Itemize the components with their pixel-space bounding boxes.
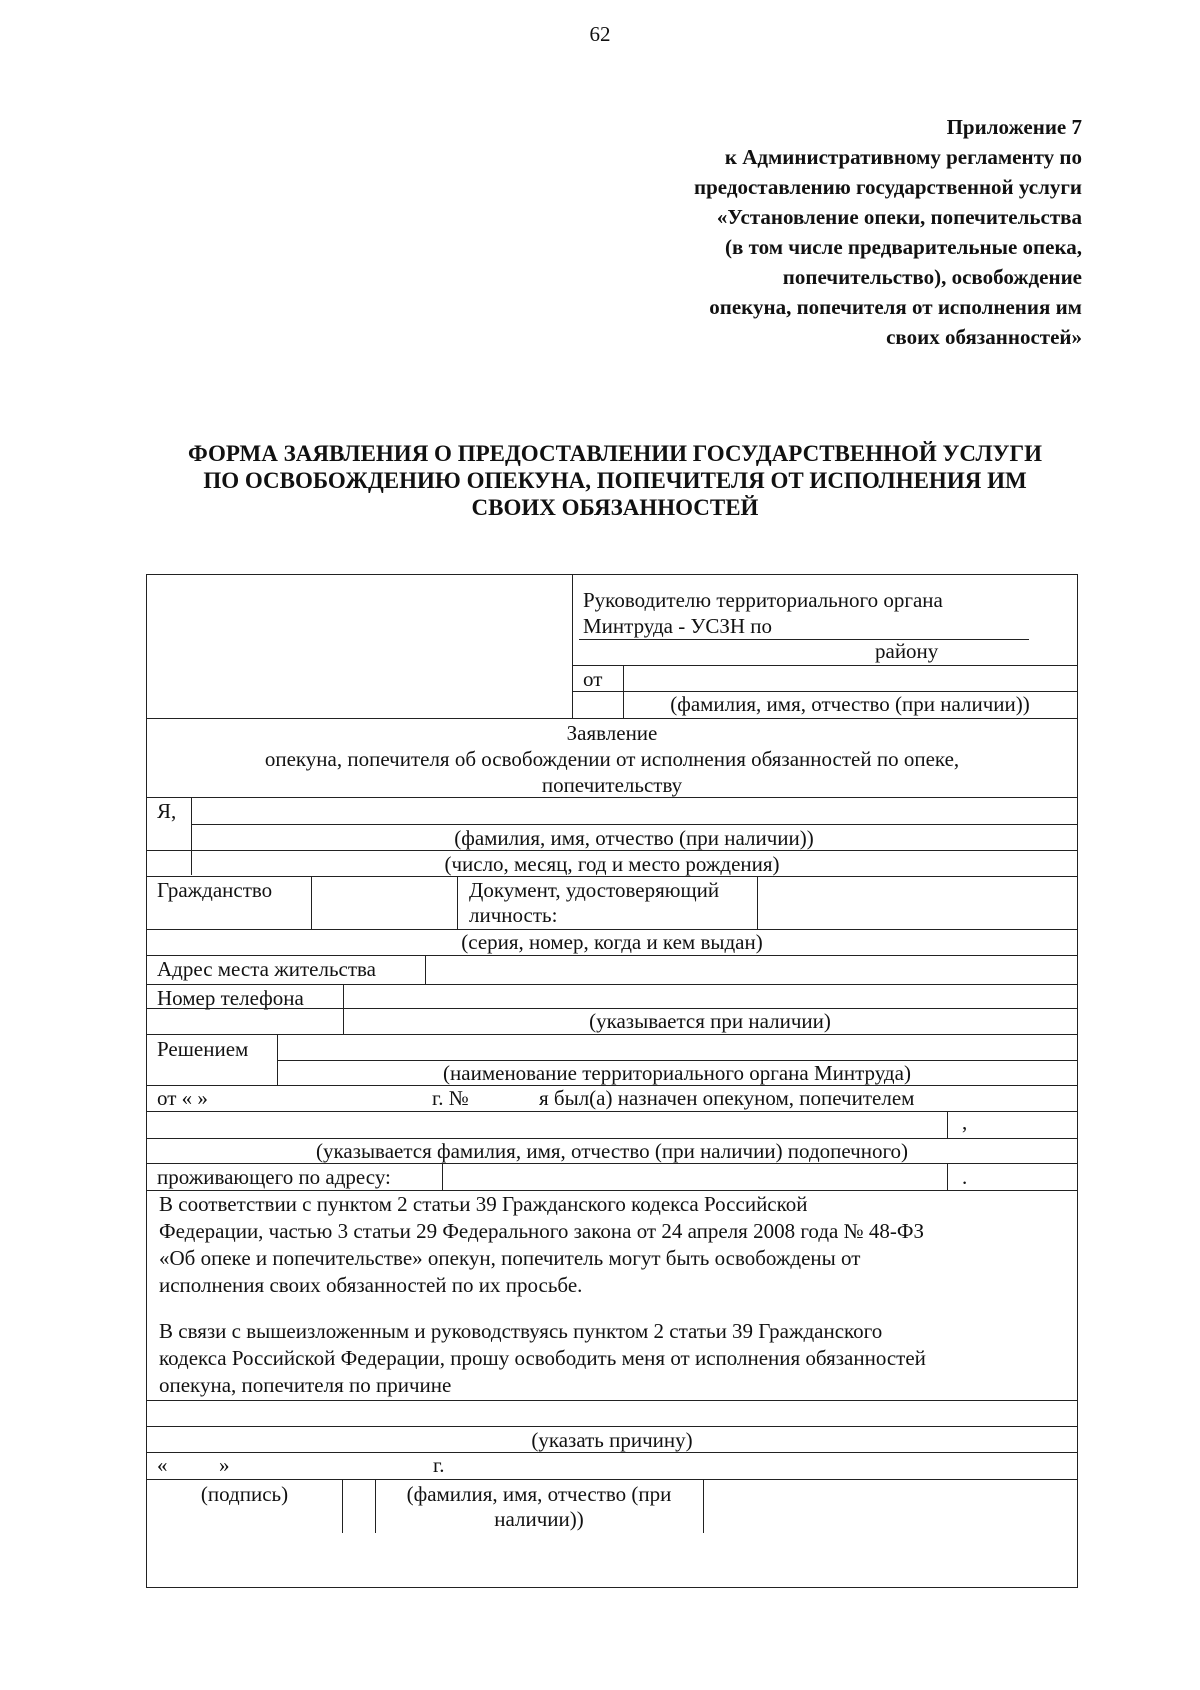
date-quote-open: « — [157, 1453, 168, 1477]
addressee-line1: Руководителю территориального органа — [583, 588, 943, 612]
citizenship-field[interactable] — [311, 876, 312, 929]
form-title — [150, 440, 1080, 521]
decision-caption: (наименование территориального органа Минтруда) — [443, 1061, 911, 1085]
appendix-line: опекуна, попечителя от исполнения им — [709, 295, 1082, 319]
divider — [147, 1400, 1077, 1401]
sig-fio-caption: наличии)) — [494, 1507, 584, 1531]
signer-name-field[interactable] — [703, 1479, 704, 1533]
appendix-line: (в том числе предварительные опека, — [725, 235, 1082, 259]
id-doc-label: личность: — [469, 903, 558, 927]
divider — [147, 1452, 1077, 1453]
sig-fio-caption: (фамилия, имя, отчество (при — [406, 1482, 672, 1506]
divider — [442, 1163, 443, 1190]
divider — [147, 1034, 1077, 1035]
signature-field[interactable] — [342, 1479, 343, 1533]
date-year: г. — [433, 1453, 445, 1477]
reason-caption: (указать причину) — [531, 1428, 693, 1452]
addressee-line2: Минтруда - УСЗН по — [583, 614, 773, 638]
appendix-line: своих обязанностей» — [886, 325, 1082, 349]
appendix-header — [522, 112, 1082, 352]
paragraph-line: кодекса Российской Федерации, прошу освободить меня от исполнения обязанностей — [159, 1346, 926, 1370]
date-field[interactable] — [147, 1479, 1077, 1480]
from-caption: (фамилия, имя, отчество (при наличии)) — [670, 692, 1030, 716]
signature-caption: (подпись) — [200, 1482, 289, 1506]
appendix-line: к Административному регламенту по — [724, 145, 1082, 169]
residing-label: проживающего по адресу: — [157, 1165, 391, 1189]
fio-caption: (фамилия, имя, отчество (при наличии)) — [454, 826, 814, 850]
paragraph-line: «Об опеке и попечительстве» опекун, попечитель могут быть освобождены от — [159, 1246, 861, 1270]
appendix-line: предоставлению государственной услуги — [694, 175, 1082, 199]
divider — [147, 1111, 1077, 1112]
date-quote-close: » — [219, 1453, 230, 1477]
year-number-label: г. № — [432, 1086, 469, 1110]
page-number: 62 — [589, 22, 611, 46]
ward-caption: (указывается фамилия, имя, отчество (при наличии) подопечного) — [315, 1139, 909, 1163]
citizenship-label: Гражданство — [157, 878, 273, 902]
legal-basis-paragraph — [159, 1191, 924, 1299]
period-mark: . — [962, 1165, 968, 1189]
appendix-line: попечительство), освобождение — [782, 265, 1082, 289]
form-title-line: СВОИХ ОБЯЗАННОСТЕЙ — [471, 495, 759, 520]
addressee-input-line — [579, 639, 1029, 640]
comma-mark: , — [962, 1110, 968, 1134]
paragraph-line: опекуна, попечителя по причине — [159, 1373, 452, 1397]
phone-caption: (указывается при наличии) — [589, 1009, 831, 1033]
id-doc-label: Документ, удостоверяющий — [469, 878, 720, 902]
divider — [572, 575, 573, 718]
address-label: Адрес места жительства — [157, 957, 376, 981]
statement-subtitle: попечительству — [541, 773, 683, 797]
birth-caption: (число, месяц, год и место рождения) — [444, 852, 780, 876]
id-doc-field[interactable] — [757, 876, 758, 929]
statement-subtitle: опекуна, попечителя об освобождении от исполнения обязанностей по опеке, — [264, 747, 960, 771]
from-label: от — [583, 667, 603, 691]
request-paragraph — [159, 1318, 926, 1399]
i-label: Я, — [157, 799, 177, 823]
paragraph-line: В связи с вышеизложенным и руководствуясь пунктом 2 статьи 39 Гражданского — [159, 1319, 883, 1343]
paragraph-line: исполнения своих обязанностей по их просьбе. — [159, 1273, 583, 1297]
addressee-district: району — [875, 639, 939, 663]
application-form — [146, 574, 1078, 1588]
address-field[interactable] — [425, 955, 426, 984]
form-title-line: ПО ОСВОБОЖДЕНИЮ ОПЕКУНА, ПОПЕЧИТЕЛЯ ОТ ИСПОЛНЕНИЯ ИМ — [203, 468, 1027, 493]
paragraph-line: Федерации, частью 3 статьи 29 Федерального закона от 24 апреля 2008 года № 48-ФЗ — [159, 1219, 924, 1243]
divider — [147, 718, 1077, 719]
id-doc-caption: (серия, номер, когда и кем выдан) — [461, 930, 763, 954]
phone-label: Номер телефона — [157, 986, 304, 1010]
divider — [947, 1163, 948, 1190]
from-quote: от « » — [157, 1086, 208, 1110]
appendix-line: Приложение 7 — [946, 115, 1082, 139]
divider — [572, 665, 1077, 666]
paragraph-line: В соответствии с пунктом 2 статьи 39 Гражданского кодекса Российской — [159, 1192, 808, 1216]
appointed-text: я был(а) назначен опекуном, попечителем — [539, 1086, 915, 1110]
statement-title: Заявление — [566, 721, 658, 745]
decision-label: Решением — [157, 1037, 249, 1061]
divider — [147, 797, 1077, 798]
appendix-line: «Установление опеки, попечительства — [716, 205, 1082, 229]
divider — [947, 1111, 948, 1138]
form-title-line: ФОРМА ЗАЯВЛЕНИЯ О ПРЕДОСТАВЛЕНИИ ГОСУДАРСТВЕННОЙ УСЛУГИ — [188, 441, 1042, 466]
divider — [457, 876, 458, 929]
